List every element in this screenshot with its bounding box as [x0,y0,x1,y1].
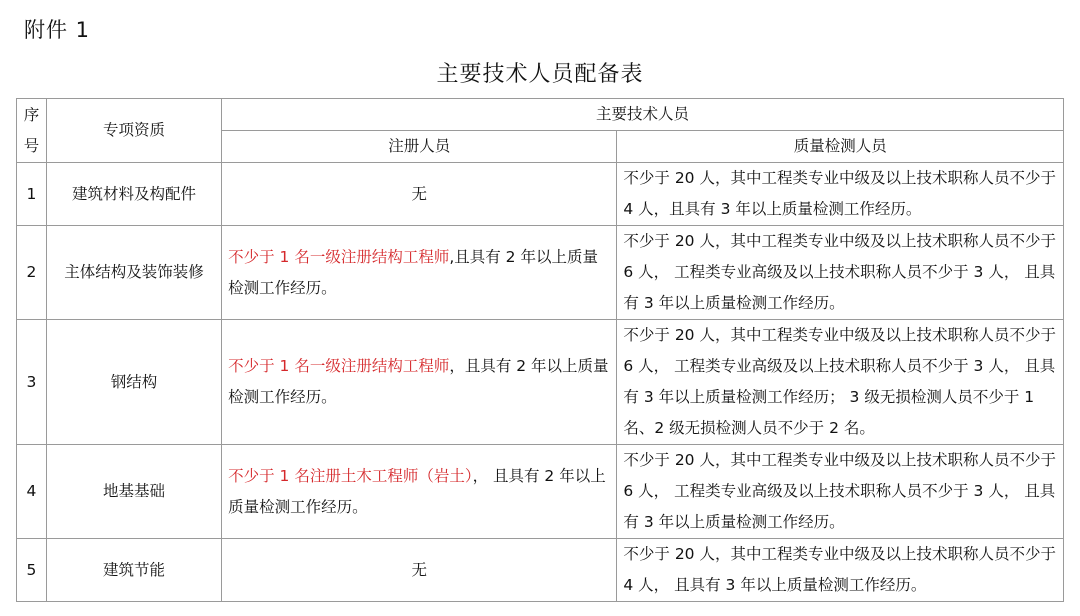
page-title: 主要技术人员配备表 [436,62,644,87]
header-main-staff: 主要技术人员 [222,99,1064,131]
registered-requirement-text: ,且具有 2 年以上质量检测工作经历。 [228,247,598,297]
header-no-line2: 号 [23,136,40,155]
row-quality: 不少于 20 人，其中工程类专业中级及以上技术职称人员不少于 4 人， 且具有 3 年以上质量检测工作经历。 [617,539,1064,602]
row-quality: 不少于 20 人，其中工程类专业中级及以上技术职称人员不少于 6 人， 工程类专业高级及以上技术职称人员不少于 3 人， 且具有 3 年以上质量检测工作经历； 3 级无损检测人员不少于 1 名、2 级无损检测人员不少于 2 名。 [617,320,1064,445]
row-registered [222,226,617,320]
registered-requirement-highlight: 不少于 1 名注册土木工程师（岩土） [228,466,473,485]
header-no [17,99,47,163]
row-no: 4 [17,445,47,539]
header-quality-inspection: 质量检测人员 [617,131,1064,163]
row-qualification: 主体结构及装饰装修 [46,226,221,320]
table-row [17,539,1064,602]
row-qualification: 地基基础 [46,445,221,539]
table-row [17,320,1064,445]
row-registered [222,539,617,602]
table-row [17,445,1064,539]
row-no: 5 [17,539,47,602]
table-row [17,226,1064,320]
staff-requirements-table [16,98,1064,602]
header-registered: 注册人员 [222,131,617,163]
row-qualification: 建筑节能 [46,539,221,602]
row-qualification: 钢结构 [46,320,221,445]
registered-requirement-text: 无 [411,560,427,579]
registered-requirement-text: ，且具有 2 年以上质量检测工作经历。 [228,357,609,406]
row-no: 1 [17,163,47,226]
row-registered [222,163,617,226]
row-quality: 不少于 20 人，其中工程类专业中级及以上技术职称人员不少于 6 人， 工程类专业高级及以上技术职称人员不少于 3 人， 且具有 3 年以上质量检测工作经历。 [617,445,1064,539]
row-no: 2 [17,226,47,320]
header-no-line1: 序 [23,105,40,124]
row-registered [222,320,617,445]
row-quality: 不少于 20 人，其中工程类专业中级及以上技术职称人员不少于 6 人， 工程类专业高级及以上技术职称人员不少于 3 人， 且具有 3 年以上质量检测工作经历。 [617,226,1064,320]
header-qualification: 专项资质 [46,99,221,163]
registered-requirement-text: ， 且具有 2 年以上质量检测工作经历。 [228,466,606,516]
table-row [17,163,1064,226]
registered-requirement-highlight: 不少于 1 名一级注册结构工程师 [228,247,450,266]
registered-requirement-text: 无 [411,184,427,203]
row-registered [222,445,617,539]
attachment-label: 附件 1 [24,18,91,42]
header-row-1 [17,99,1064,131]
registered-requirement-highlight: 不少于 1 名一级注册结构工程师 [228,357,450,375]
row-qualification: 建筑材料及构配件 [46,163,221,226]
row-quality: 不少于 20 人，其中工程类专业中级及以上技术职称人员不少于 4 人，且具有 3 年以上质量检测工作经历。 [617,163,1064,226]
row-no: 3 [17,320,47,445]
